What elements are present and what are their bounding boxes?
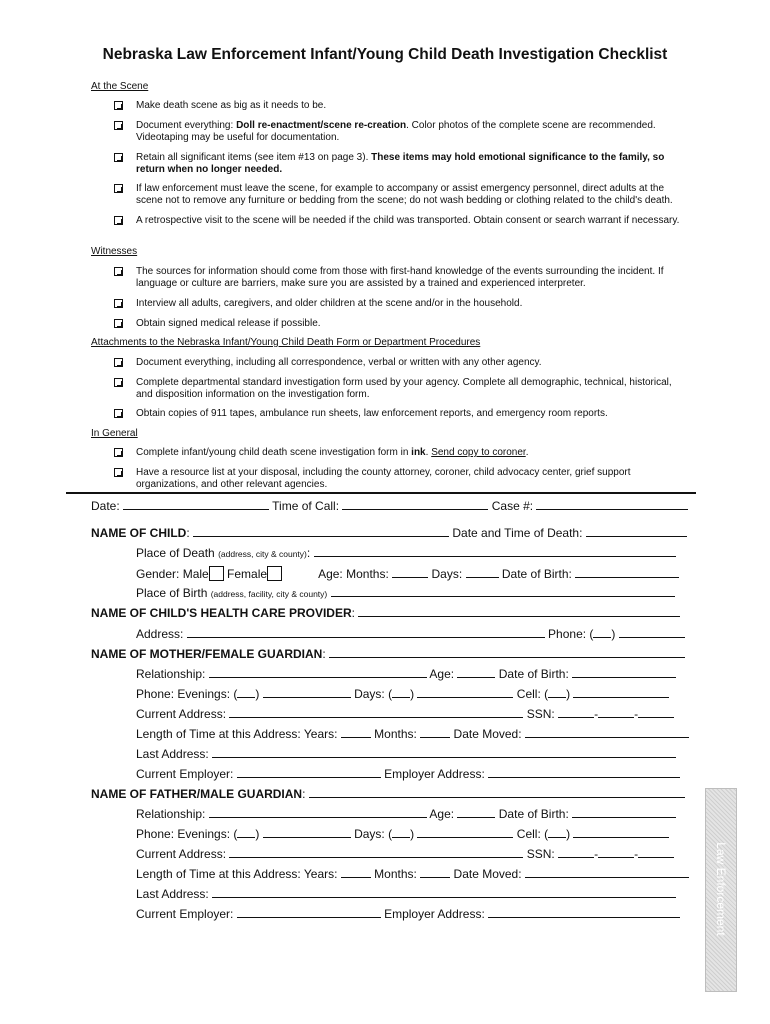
mother-date-moved-field[interactable]: [525, 726, 689, 738]
father-employer-row: Current Employer: Employer Address:: [136, 906, 680, 921]
case-number-field[interactable]: [536, 498, 688, 510]
mother-age-field[interactable]: [457, 666, 495, 678]
date-field[interactable]: [123, 498, 269, 510]
father-last-address-row: Last Address:: [136, 886, 676, 901]
father-phone-row: Phone: Evenings: ( ) Days: ( ) Cell: ( ): [136, 826, 669, 841]
mother-ssn-field[interactable]: [558, 706, 594, 718]
section-heading-scene: At the Scene: [91, 81, 149, 92]
mother-last-address-row: Last Address:: [136, 746, 676, 761]
mother-employer-field[interactable]: [237, 766, 381, 778]
section-heading-attachments: Attachments to the Nebraska Infant/Young Child Death Form or Department Procedures: [91, 337, 481, 348]
section-heading-witnesses: Witnesses: [91, 246, 138, 257]
mother-ssn-field[interactable]: [638, 706, 674, 718]
father-cell-area-code-field[interactable]: [548, 826, 566, 838]
checkbox-icon[interactable]: [114, 448, 123, 457]
father-ssn-field[interactable]: [638, 846, 674, 858]
health-provider-field[interactable]: [358, 605, 680, 617]
checkbox-icon[interactable]: [114, 101, 123, 110]
place-of-birth-field[interactable]: [331, 585, 675, 597]
mother-evening-area-code-field[interactable]: [237, 686, 255, 698]
child-name-field[interactable]: [193, 525, 449, 537]
mother-years-field[interactable]: [341, 726, 371, 738]
age-days-field[interactable]: [466, 566, 499, 578]
item-text: Make death scene as big as it needs to be.: [136, 100, 327, 111]
father-dob-field[interactable]: [572, 806, 676, 818]
father-address-row: Current Address: SSN: - -: [136, 846, 674, 861]
mother-day-phone-field[interactable]: [417, 686, 513, 698]
provider-address-row: Address: Phone: ( ): [136, 626, 685, 641]
item-text: Obtain copies of 911 tapes, ambulance run sheets, law enforcement reports, and emergency room reports.: [136, 408, 608, 419]
checkbox-icon[interactable]: [114, 153, 123, 162]
father-last-address-field[interactable]: [212, 886, 676, 898]
mother-relationship-field[interactable]: [209, 666, 427, 678]
child-name-row: NAME OF CHILD: Date and Time of Death:: [91, 525, 687, 540]
item-text: The sources for information should come from those with first-hand knowledge of the events surrounding the incident. If language or culture are barriers, make sure you are assisted by a trained and experienced interpreter.: [136, 266, 664, 289]
mother-last-address-field[interactable]: [212, 746, 676, 758]
father-months-field[interactable]: [420, 866, 450, 878]
mother-evening-phone-field[interactable]: [263, 686, 351, 698]
father-employer-field[interactable]: [237, 906, 381, 918]
father-ssn-field[interactable]: [598, 846, 634, 858]
father-day-area-code-field[interactable]: [392, 826, 410, 838]
mother-dob-field[interactable]: [572, 666, 676, 678]
checkbox-icon[interactable]: [114, 409, 123, 418]
child-dob-field[interactable]: [575, 566, 679, 578]
provider-area-code-field[interactable]: [593, 626, 611, 638]
item-text: If law enforcement must leave the scene, for example to accompany or assist emergency personnel, direct adults at the scene not to remove any furniture or bedding from the scene; do not wash bedding or clothing related to the child's death.: [136, 183, 673, 206]
mother-months-field[interactable]: [420, 726, 450, 738]
checkbox-icon[interactable]: [114, 184, 123, 193]
mother-length-row: Length of Time at this Address: Years: Months: Date Moved:: [136, 726, 689, 741]
section-divider: [66, 492, 696, 494]
checkbox-icon[interactable]: [114, 216, 123, 225]
mother-relationship-row: Relationship: Age: Date of Birth:: [136, 666, 676, 681]
father-relationship-row: Relationship: Age: Date of Birth:: [136, 806, 676, 821]
checkbox-icon[interactable]: [114, 121, 123, 130]
checkbox-icon[interactable]: [114, 319, 123, 328]
mother-current-address-field[interactable]: [229, 706, 523, 718]
date-row: Date: Time of Call: Case #:: [91, 498, 688, 513]
father-name-field[interactable]: [309, 786, 685, 798]
date-time-death-field[interactable]: [586, 525, 687, 537]
father-cell-phone-field[interactable]: [573, 826, 669, 838]
place-of-death-row: Place of Death (address, city & county):: [136, 545, 676, 560]
provider-phone-field[interactable]: [619, 626, 685, 638]
mother-name-field[interactable]: [329, 646, 685, 658]
father-relationship-field[interactable]: [209, 806, 427, 818]
place-of-birth-row: Place of Birth (address, facility, city & county): [136, 585, 675, 600]
father-evening-phone-field[interactable]: [263, 826, 351, 838]
health-provider-row: NAME OF CHILD'S HEALTH CARE PROVIDER:: [91, 605, 680, 620]
mother-phone-row: Phone: Evenings: ( ) Days: ( ) Cell: ( ): [136, 686, 669, 701]
father-current-address-field[interactable]: [229, 846, 523, 858]
side-tab-label: Law Enforcement: [714, 842, 728, 936]
time-of-call-field[interactable]: [342, 498, 488, 510]
item-text: Document everything, including all correspondence, verbal or written with any other agency.: [136, 357, 542, 368]
father-ssn-field[interactable]: [558, 846, 594, 858]
male-checkbox[interactable]: [209, 566, 224, 581]
checkbox-icon[interactable]: [114, 378, 123, 387]
father-age-field[interactable]: [457, 806, 495, 818]
father-day-phone-field[interactable]: [417, 826, 513, 838]
checkbox-icon[interactable]: [114, 299, 123, 308]
mother-cell-area-code-field[interactable]: [548, 686, 566, 698]
page-title: Nebraska Law Enforcement Infant/Young Child Death Investigation Checklist: [102, 46, 668, 63]
mother-day-area-code-field[interactable]: [392, 686, 410, 698]
place-of-death-field[interactable]: [314, 545, 676, 557]
item-text: Document everything: Doll re-enactment/scene re-creation. Color photos of the complete scene are recommended. Videotaping may be useful for documentation.: [136, 120, 656, 143]
item-text: Complete infant/young child death scene investigation form in ink. Send copy to coroner.: [136, 447, 529, 458]
mother-address-row: Current Address: SSN: - -: [136, 706, 674, 721]
age-months-field[interactable]: [392, 566, 428, 578]
female-checkbox[interactable]: [267, 566, 282, 581]
item-text: Complete departmental standard investigation form used by your agency. Complete all demographic, technical, historical, and disposition information on the investigation form.: [136, 377, 672, 400]
father-years-field[interactable]: [341, 866, 371, 878]
item-text: Obtain signed medical release if possible.: [136, 318, 321, 329]
mother-name-row: NAME OF MOTHER/FEMALE GUARDIAN:: [91, 646, 685, 661]
father-employer-address-field[interactable]: [488, 906, 680, 918]
checkbox-icon[interactable]: [114, 267, 123, 276]
provider-address-field[interactable]: [187, 626, 545, 638]
item-text: Retain all significant items (see item #13 on page 3). These items may hold emotional significance to the family, so return when no longer needed.: [136, 152, 665, 175]
item-text: A retrospective visit to the scene will be needed if the child was transported. Obtain consent or search warrant if necessary.: [136, 215, 680, 226]
mother-cell-phone-field[interactable]: [573, 686, 669, 698]
mother-employer-address-field[interactable]: [488, 766, 680, 778]
section-heading-general: In General: [91, 428, 138, 439]
item-text: Have a resource list at your disposal, including the county attorney, coroner, child advocacy center, grief support organizations, and other relevant agencies.: [136, 467, 631, 490]
checkbox-icon[interactable]: [114, 468, 123, 477]
father-evening-area-code-field[interactable]: [237, 826, 255, 838]
father-date-moved-field[interactable]: [525, 866, 689, 878]
law-enforcement-side-tab: [705, 788, 737, 992]
mother-ssn-field[interactable]: [598, 706, 634, 718]
father-name-row: NAME OF FATHER/MALE GUARDIAN:: [91, 786, 685, 801]
item-text: Interview all adults, caregivers, and older children at the scene and/or in the household.: [136, 298, 523, 309]
father-length-row: Length of Time at this Address: Years: Months: Date Moved:: [136, 866, 689, 881]
mother-employer-row: Current Employer: Employer Address:: [136, 766, 680, 781]
checkbox-icon[interactable]: [114, 358, 123, 367]
gender-row: Gender: Male Female Age: Months: Days: Date of Birth:: [136, 566, 679, 581]
